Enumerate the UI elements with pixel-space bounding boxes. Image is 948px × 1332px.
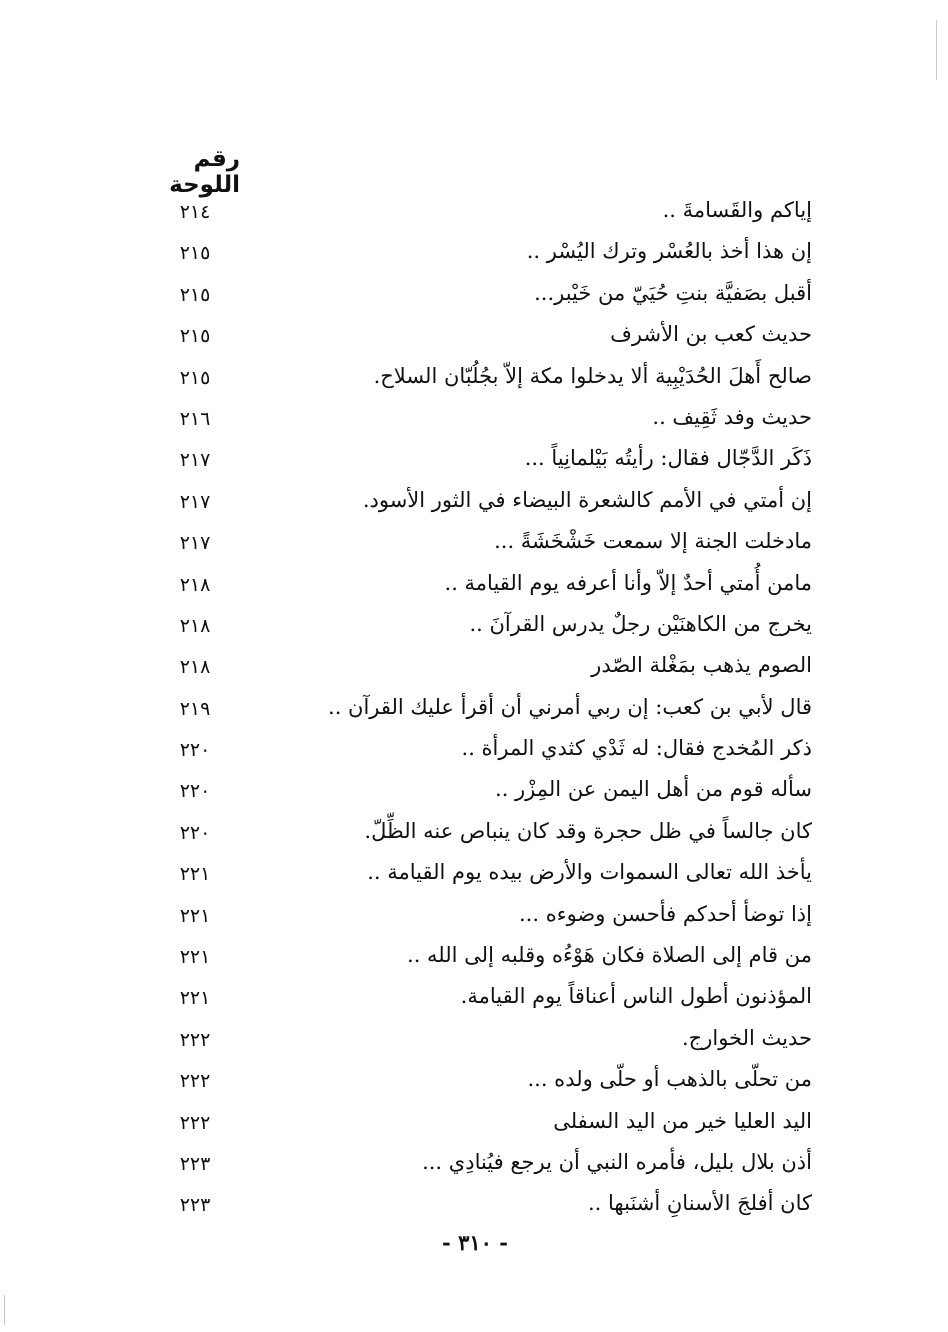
index-entry: [0, 317, 948, 358]
index-entry: [0, 897, 948, 938]
entry-page-number: ٢١٥: [179, 325, 211, 348]
index-entry: [0, 1145, 948, 1186]
index-entry: [0, 234, 948, 275]
entry-page-number: ٢٢٠: [179, 739, 211, 762]
entry-page-number: ٢٢١: [179, 863, 211, 886]
index-entry: [0, 1021, 948, 1062]
scan-edge-mark: [4, 1295, 5, 1325]
entry-title: إن هذا أخذ بالعُسْر وترك اليُسْر ..: [526, 239, 812, 264]
entry-title: حديث وفد ثَقِيف ..: [652, 404, 812, 429]
entry-title: سأله قوم من أهل اليمن عن المِزْر ..: [495, 777, 812, 802]
entry-title: من قام إلى الصلاة فكان هَوْءُه وقلبه إلى الله ..: [407, 943, 812, 968]
index-entry: [0, 359, 948, 400]
entry-title: ذكر المُخدج فقال: له ثَدْي كثدي المرأة ..: [461, 736, 812, 761]
index-entry: [0, 648, 948, 689]
entry-title: الصوم يذهب بمَغْلة الصّدر: [591, 653, 812, 678]
entry-title: حديث الخوارج.: [682, 1025, 812, 1050]
entry-title: مادخلت الجنة إلا سمعت خَشْخَشَةً ...: [494, 529, 812, 554]
entry-title: كان جالساً في ظل حجرة وقد كان ينباص عنه الظِّلّ.: [364, 818, 812, 843]
index-entry: [0, 566, 948, 607]
index-entry: [0, 193, 948, 234]
entry-title: يأخذ الله تعالى السموات والأرض بيده يوم القيامة ..: [367, 860, 812, 885]
entry-page-number: ٢٢٠: [179, 780, 211, 803]
entry-page-number: ٢١٧: [179, 532, 211, 555]
entry-page-number: ٢١٨: [179, 656, 211, 679]
index-entry: [0, 441, 948, 482]
index-entry: [0, 979, 948, 1020]
index-entry: [0, 400, 948, 441]
entry-title: قال لأبي بن كعب: إن ربي أمرني أن أقرأ عليك القرآن ..: [328, 694, 812, 719]
entry-page-number: ٢٢١: [179, 987, 211, 1010]
index-entry: [0, 690, 948, 731]
index-entry: [0, 855, 948, 896]
entry-title: مامن أُمتي أحدٌ إلاّ وأنا أعرفه يوم القيامة ..: [444, 570, 812, 595]
index-entry: [0, 276, 948, 317]
entry-title: أذن بلال بليل، فأمره النبي أن يرجع فيُنادِي ...: [422, 1149, 812, 1174]
index-entry: [0, 772, 948, 813]
entry-page-number: ٢١٥: [179, 366, 211, 389]
entry-page-number: ٢١٦: [179, 407, 211, 430]
entry-title: صالح أَهلَ الحُدَيْبِية ألا يدخلوا مكة إلاّ بجُلُبّان السلاح.: [373, 363, 812, 388]
entry-page-number: ٢١٧: [179, 449, 211, 472]
index-entry: [0, 483, 948, 524]
entry-title: كان أفلجَ الأسنانِ أشنَبها ..: [588, 1191, 812, 1216]
entry-page-number: ٢١٥: [179, 242, 211, 265]
entry-title: أقبل بصَفيَّة بنتِ حُيَيّ من خَيْبر...: [534, 280, 812, 305]
index-entry: [0, 1186, 948, 1227]
scan-edge-mark: [936, 20, 937, 80]
index-entry: [0, 938, 948, 979]
entry-title: إن أمتي في الأمم كالشعرة البيضاء في الثور الأسود.: [362, 487, 812, 512]
entry-title: إذا توضأ أحدكم فأحسن وضوءه ...: [519, 901, 812, 926]
entry-page-number: ٢٢٢: [179, 1070, 211, 1093]
index-list: [0, 193, 948, 1228]
entry-page-number: ٢١٥: [179, 283, 211, 306]
page-number: - ٣١٠ -: [442, 1230, 508, 1255]
entry-page-number: ٢٢١: [179, 904, 211, 927]
index-entry: [0, 814, 948, 855]
entry-title: إياكم والقَسامةَ ..: [662, 198, 812, 222]
column-header: رقم اللوحة: [169, 146, 240, 198]
entry-page-number: ٢٢٣: [179, 1194, 211, 1217]
entry-title: حديث كعب بن الأشرف: [610, 322, 812, 347]
entry-page-number: ٢٢٣: [179, 1152, 211, 1175]
entry-title: اليد العليا خير من اليد السفلى: [553, 1108, 812, 1133]
entry-title: المؤذنون أطول الناس أعناقاً يوم القيامة.: [460, 984, 812, 1009]
entry-page-number: ٢١٧: [179, 490, 211, 513]
entry-title: ذَكَر الدَّجّال فقال: رأيتُه بَيْلمانِياً ...: [524, 446, 812, 471]
entry-page-number: ٢١٩: [179, 697, 211, 720]
entry-page-number: ٢١٤: [179, 201, 211, 223]
entry-page-number: ٢٢٢: [179, 1111, 211, 1134]
entry-title: يخرج من الكاهنَيْن رجلٌ يدرس القرآنَ ..: [469, 611, 812, 636]
entry-page-number: ٢٢١: [179, 946, 211, 969]
entry-page-number: ٢١٨: [179, 614, 211, 637]
entry-page-number: ٢٢٠: [179, 821, 211, 844]
index-entry: [0, 1104, 948, 1145]
entry-title: من تحلّى بالذهب أو حلّى ولده ...: [527, 1067, 812, 1092]
index-entry: [0, 731, 948, 772]
index-entry: [0, 607, 948, 648]
entry-page-number: ٢٢٢: [179, 1028, 211, 1051]
index-entry: [0, 524, 948, 565]
index-entry: [0, 1062, 948, 1103]
entry-page-number: ٢١٨: [179, 573, 211, 596]
